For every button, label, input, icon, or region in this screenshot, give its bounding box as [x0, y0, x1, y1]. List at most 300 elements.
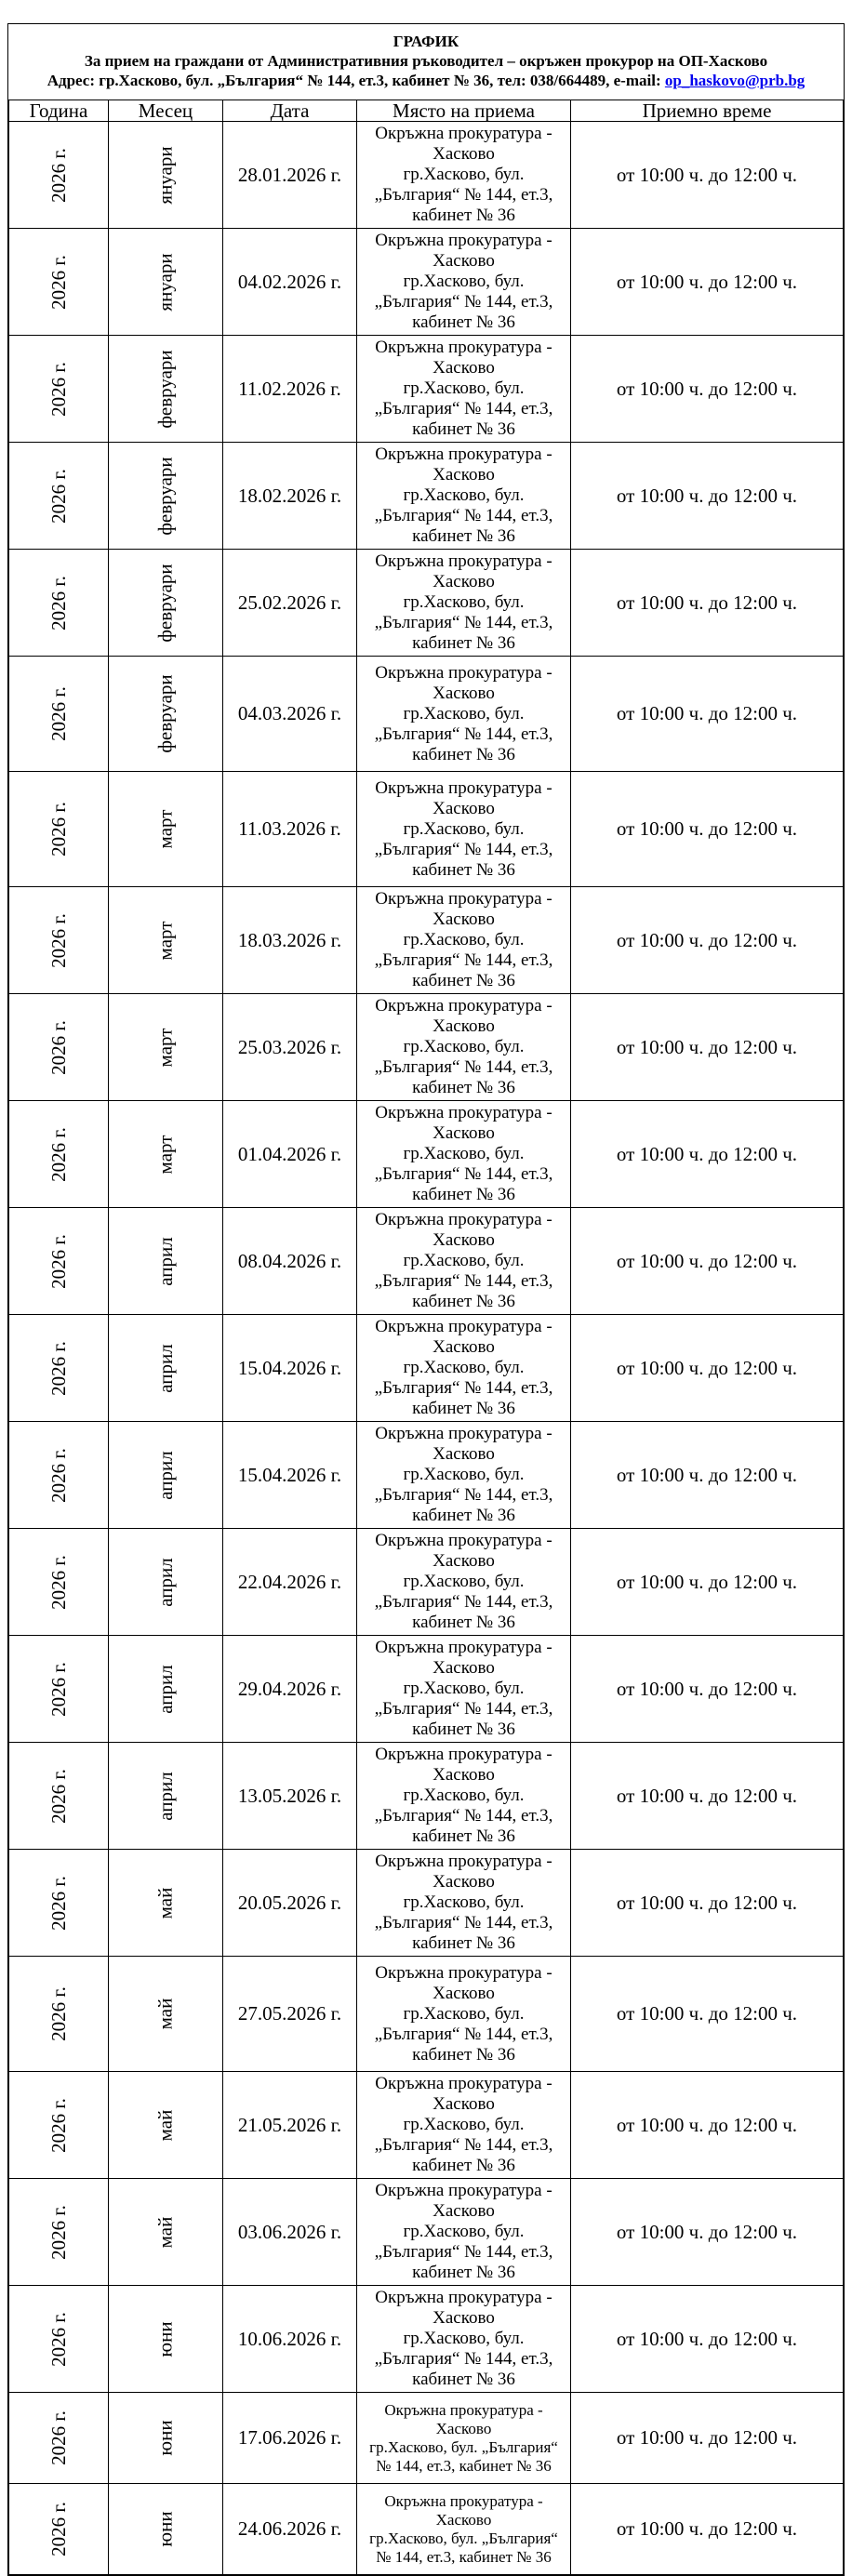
- year-cell: [9, 122, 109, 229]
- year-cell: [9, 2179, 109, 2286]
- email-link[interactable]: op_haskovo@prb.bg: [664, 72, 805, 89]
- month-cell: [109, 1101, 223, 1208]
- place-cell: [357, 994, 571, 1101]
- place-line: Окръжна прокуратура -: [375, 551, 552, 571]
- month-text: май: [153, 2216, 177, 2248]
- date-cell: 28.01.2026 г.: [223, 122, 357, 229]
- place-line: Окръжна прокуратура -: [375, 889, 552, 909]
- year-cell: [9, 2393, 109, 2484]
- month-text: юни: [153, 2320, 177, 2357]
- time-cell: от 10:00 ч. до 12:00 ч.: [571, 336, 844, 443]
- place-line: Хасково: [433, 465, 495, 485]
- month-text: май: [153, 1998, 177, 2030]
- column-header-place: Място на приема: [357, 100, 571, 122]
- place-line: „България“ № 144, ет.3,: [374, 1913, 553, 1932]
- year-cell: [9, 336, 109, 443]
- place-line: „България“ № 144, ет.3,: [374, 399, 553, 418]
- place-line: Хасково: [433, 1123, 495, 1143]
- table-row: [9, 1636, 844, 1743]
- place-line: кабинет № 36: [412, 633, 515, 653]
- year-cell: [9, 2072, 109, 2179]
- place-cell: [357, 550, 571, 657]
- place-line: „България“ № 144, ет.3,: [374, 2349, 553, 2369]
- place-line: Окръжна прокуратура -: [375, 2074, 552, 2093]
- place-line: гр.Хасково, бул. „България“: [369, 2529, 558, 2547]
- table-row: [9, 1422, 844, 1529]
- date-cell: 17.06.2026 г.: [223, 2393, 357, 2484]
- year-cell: [9, 229, 109, 336]
- year-cell: [9, 1315, 109, 1422]
- place-line: „България“ № 144, ет.3,: [374, 1806, 553, 1826]
- year-text: 2026 г.: [47, 1875, 70, 1931]
- time-cell: от 10:00 ч. до 12:00 ч.: [571, 887, 844, 994]
- place-line: „България“ № 144, ет.3,: [374, 1485, 553, 1505]
- place-line: гр.Хасково, бул.: [403, 1144, 525, 1163]
- table-row: [9, 1850, 844, 1957]
- place-line: „България“ № 144, ет.3,: [374, 2024, 553, 2044]
- place-line: кабинет № 36: [412, 1506, 515, 1525]
- place-line: Окръжна прокуратура -: [375, 2181, 552, 2200]
- time-cell: от 10:00 ч. до 12:00 ч.: [571, 1850, 844, 1957]
- place-line: Хасково: [433, 1230, 495, 1250]
- place-line: гр.Хасково, бул. „България“: [369, 2437, 558, 2456]
- place-line: Хасково: [433, 798, 495, 818]
- year-cell: [9, 1529, 109, 1636]
- year-cell: [9, 1636, 109, 1743]
- place-line: Хасково: [433, 2201, 495, 2221]
- place-line: „България“ № 144, ет.3,: [374, 1699, 553, 1719]
- place-line: кабинет № 36: [412, 2156, 515, 2175]
- table-row: [9, 2393, 844, 2484]
- year-text: 2026 г.: [47, 686, 70, 741]
- month-cell: [109, 1208, 223, 1315]
- month-cell: [109, 887, 223, 994]
- place-line: Окръжна прокуратура -: [375, 445, 552, 464]
- place-line: Окръжна прокуратура -: [384, 2491, 543, 2510]
- place-line: кабинет № 36: [412, 859, 515, 880]
- year-cell: [9, 1850, 109, 1957]
- date-cell: 10.06.2026 г.: [223, 2286, 357, 2393]
- place-line: Окръжна прокуратура -: [375, 338, 552, 357]
- date-cell: 08.04.2026 г.: [223, 1208, 357, 1315]
- month-text: март: [153, 921, 177, 960]
- month-cell: [109, 1850, 223, 1957]
- month-text: февруари: [153, 674, 177, 753]
- time-cell: от 10:00 ч. до 12:00 ч.: [571, 2393, 844, 2484]
- place-cell: [357, 443, 571, 550]
- place-line: „България“ № 144, ет.3,: [374, 185, 553, 205]
- place-line: кабинет № 36: [412, 971, 515, 990]
- date-cell: 04.02.2026 г.: [223, 229, 357, 336]
- time-cell: от 10:00 ч. до 12:00 ч.: [571, 2286, 844, 2393]
- date-cell: 24.06.2026 г.: [223, 2484, 357, 2575]
- place-line: гр.Хасково, бул.: [403, 1892, 525, 1912]
- year-text: 2026 г.: [47, 2502, 70, 2556]
- year-text: 2026 г.: [47, 361, 70, 417]
- month-text: април: [153, 1664, 177, 1714]
- place-line: „България“ № 144, ет.3,: [374, 839, 553, 859]
- time-cell: от 10:00 ч. до 12:00 ч.: [571, 1529, 844, 1636]
- place-line: кабинет № 36: [412, 2370, 515, 2389]
- time-cell: от 10:00 ч. до 12:00 ч.: [571, 1743, 844, 1850]
- place-line: Окръжна прокуратура -: [375, 1424, 552, 1443]
- year-text: 2026 г.: [47, 468, 70, 524]
- place-cell: [357, 2393, 571, 2484]
- month-cell: [109, 1315, 223, 1422]
- year-text: 2026 г.: [47, 1986, 70, 2041]
- month-cell: [109, 657, 223, 772]
- place-line: кабинет № 36: [412, 206, 515, 225]
- place-line: кабинет № 36: [412, 2044, 515, 2065]
- place-line: „България“ № 144, ет.3,: [374, 2242, 553, 2262]
- month-text: април: [153, 1557, 177, 1607]
- date-cell: 11.02.2026 г.: [223, 336, 357, 443]
- time-cell: от 10:00 ч. до 12:00 ч.: [571, 550, 844, 657]
- month-text: май: [153, 1887, 177, 1919]
- place-line: Окръжна прокуратура -: [375, 777, 552, 798]
- place-line: „България“ № 144, ет.3,: [374, 950, 553, 970]
- place-line: гр.Хасково, бул.: [403, 592, 525, 612]
- column-header-date: Дата: [223, 100, 357, 122]
- time-cell: от 10:00 ч. до 12:00 ч.: [571, 657, 844, 772]
- place-line: „България“ № 144, ет.3,: [374, 292, 553, 312]
- date-cell: 04.03.2026 г.: [223, 657, 357, 772]
- month-cell: [109, 1422, 223, 1529]
- place-line: Хасково: [433, 2094, 495, 2114]
- schedule-table: [8, 100, 844, 2575]
- place-line: Хасково: [433, 910, 495, 929]
- place-cell: [357, 1101, 571, 1208]
- year-text: 2026 г.: [47, 575, 70, 631]
- time-cell: от 10:00 ч. до 12:00 ч.: [571, 2179, 844, 2286]
- date-cell: 29.04.2026 г.: [223, 1636, 357, 1743]
- month-cell: [109, 229, 223, 336]
- month-text: април: [153, 1236, 177, 1286]
- table-row: [9, 122, 844, 229]
- year-text: 2026 г.: [47, 1447, 70, 1503]
- place-line: кабинет № 36: [412, 1826, 515, 1846]
- month-cell: [109, 122, 223, 229]
- time-cell: от 10:00 ч. до 12:00 ч.: [571, 443, 844, 550]
- place-line: Окръжна прокуратура -: [375, 1745, 552, 1764]
- year-text: 2026 г.: [47, 2410, 70, 2465]
- place-line: Окръжна прокуратура -: [375, 124, 552, 143]
- year-text: 2026 г.: [47, 1768, 70, 1824]
- place-line: гр.Хасково, бул.: [403, 2222, 525, 2241]
- time-cell: от 10:00 ч. до 12:00 ч.: [571, 1957, 844, 2072]
- date-cell: 13.05.2026 г.: [223, 1743, 357, 1850]
- place-line: Окръжна прокуратура -: [384, 2400, 543, 2419]
- address-text: Адрес: гр.Хасково, бул. „България“ № 144, ет.3, кабинет № 36, тел: 038/664489, e-mail:: [47, 72, 661, 89]
- place-line: Окръжна прокуратура -: [375, 1531, 552, 1550]
- time-cell: от 10:00 ч. до 12:00 ч.: [571, 2072, 844, 2179]
- time-cell: от 10:00 ч. до 12:00 ч.: [571, 1422, 844, 1529]
- place-line: гр.Хасково, бул.: [403, 1572, 525, 1591]
- place-line: Хасково: [433, 251, 495, 271]
- table-row: [9, 1743, 844, 1850]
- table-row: [9, 550, 844, 657]
- year-text: 2026 г.: [47, 2204, 70, 2260]
- month-text: юни: [153, 2420, 177, 2456]
- year-cell: [9, 2286, 109, 2393]
- month-cell: [109, 1743, 223, 1850]
- place-line: кабинет № 36: [412, 744, 515, 764]
- month-text: февруари: [153, 456, 177, 536]
- month-cell: [109, 550, 223, 657]
- place-line: кабинет № 36: [412, 1720, 515, 1739]
- place-line: гр.Хасково, бул.: [403, 930, 525, 949]
- table-row: [9, 2179, 844, 2286]
- place-line: Хасково: [433, 1016, 495, 1036]
- table-row: [9, 443, 844, 550]
- place-line: „България“ № 144, ет.3,: [374, 1271, 553, 1291]
- document-subtitle: За прием на граждани от Административния ръководител – окръжен прокурор на ОП-Хасково: [84, 52, 768, 70]
- month-cell: [109, 2484, 223, 2575]
- table-row: [9, 994, 844, 1101]
- month-text: март: [153, 1028, 177, 1067]
- month-text: февруари: [153, 563, 177, 643]
- month-cell: [109, 336, 223, 443]
- place-line: Окръжна прокуратура -: [375, 1962, 552, 1983]
- year-cell: [9, 994, 109, 1101]
- place-line: гр.Хасково, бул.: [403, 818, 525, 839]
- year-text: 2026 г.: [47, 1126, 70, 1182]
- place-line: кабинет № 36: [412, 1399, 515, 1418]
- place-cell: [357, 1850, 571, 1957]
- year-text: 2026 г.: [47, 1233, 70, 1289]
- place-line: Хасково: [433, 2308, 495, 2328]
- place-cell: [357, 772, 571, 887]
- year-cell: [9, 1743, 109, 1850]
- place-line: гр.Хасково, бул.: [403, 2329, 525, 2348]
- date-cell: 21.05.2026 г.: [223, 2072, 357, 2179]
- table-row: [9, 336, 844, 443]
- place-line: „България“ № 144, ет.3,: [374, 1164, 553, 1184]
- place-line: „България“ № 144, ет.3,: [374, 724, 553, 744]
- place-line: гр.Хасково, бул.: [403, 1037, 525, 1056]
- time-cell: от 10:00 ч. до 12:00 ч.: [571, 772, 844, 887]
- month-text: април: [153, 1343, 177, 1393]
- year-cell: [9, 887, 109, 994]
- place-line: Хасково: [435, 2419, 492, 2437]
- date-cell: 18.02.2026 г.: [223, 443, 357, 550]
- place-line: кабинет № 36: [412, 1613, 515, 1632]
- place-line: Хасково: [433, 683, 495, 703]
- date-cell: 20.05.2026 г.: [223, 1850, 357, 1957]
- date-cell: 18.03.2026 г.: [223, 887, 357, 994]
- place-cell: [357, 657, 571, 772]
- year-cell: [9, 1101, 109, 1208]
- month-cell: [109, 1529, 223, 1636]
- table-row: [9, 1529, 844, 1636]
- place-line: Окръжна прокуратура -: [375, 1210, 552, 1229]
- year-cell: [9, 657, 109, 772]
- place-line: „България“ № 144, ет.3,: [374, 613, 553, 632]
- place-cell: [357, 1743, 571, 1850]
- schedule-document: [7, 23, 845, 2576]
- place-line: Окръжна прокуратура -: [375, 1317, 552, 1336]
- table-row: [9, 887, 844, 994]
- place-line: кабинет № 36: [412, 1933, 515, 1953]
- month-text: юни: [153, 2511, 177, 2547]
- place-line: гр.Хасково, бул.: [403, 1679, 525, 1698]
- date-cell: 15.04.2026 г.: [223, 1422, 357, 1529]
- table-row: [9, 1315, 844, 1422]
- time-cell: от 10:00 ч. до 12:00 ч.: [571, 2484, 844, 2575]
- date-cell: 01.04.2026 г.: [223, 1101, 357, 1208]
- month-text: март: [153, 1135, 177, 1174]
- place-line: кабинет № 36: [412, 419, 515, 439]
- place-line: Окръжна прокуратура -: [375, 996, 552, 1016]
- year-cell: [9, 1957, 109, 2072]
- month-text: април: [153, 1771, 177, 1821]
- place-line: гр.Хасково, бул.: [403, 378, 525, 398]
- year-cell: [9, 550, 109, 657]
- place-cell: [357, 336, 571, 443]
- place-line: Окръжна прокуратура -: [375, 1852, 552, 1871]
- place-line: Хасково: [433, 1551, 495, 1571]
- place-line: Окръжна прокуратура -: [375, 231, 552, 250]
- table-row: [9, 2072, 844, 2179]
- month-cell: [109, 994, 223, 1101]
- place-cell: [357, 2286, 571, 2393]
- month-text: май: [153, 2109, 177, 2141]
- place-line: Хасково: [433, 358, 495, 378]
- place-line: гр.Хасково, бул.: [403, 2115, 525, 2134]
- place-line: кабинет № 36: [412, 1292, 515, 1311]
- date-cell: 22.04.2026 г.: [223, 1529, 357, 1636]
- date-cell: 15.04.2026 г.: [223, 1315, 357, 1422]
- place-cell: [357, 229, 571, 336]
- place-cell: [357, 1529, 571, 1636]
- place-cell: [357, 2484, 571, 2575]
- month-text: април: [153, 1450, 177, 1500]
- month-text: февруари: [153, 349, 177, 429]
- time-cell: от 10:00 ч. до 12:00 ч.: [571, 1208, 844, 1315]
- place-cell: [357, 1315, 571, 1422]
- place-line: кабинет № 36: [412, 1185, 515, 1204]
- place-line: гр.Хасково, бул.: [403, 1251, 525, 1270]
- place-line: Окръжна прокуратура -: [375, 1638, 552, 1657]
- place-line: Окръжна прокуратура -: [375, 2288, 552, 2307]
- place-line: „България“ № 144, ет.3,: [374, 1057, 553, 1077]
- year-cell: [9, 2484, 109, 2575]
- contact-line: [8, 71, 844, 90]
- document-header: [8, 24, 844, 100]
- table-row: [9, 1101, 844, 1208]
- place-line: гр.Хасково, бул.: [403, 2003, 525, 2024]
- place-line: гр.Хасково, бул.: [403, 272, 525, 291]
- year-text: 2026 г.: [47, 2097, 70, 2153]
- place-line: Окръжна прокуратура -: [375, 1103, 552, 1122]
- time-cell: от 10:00 ч. до 12:00 ч.: [571, 1101, 844, 1208]
- place-line: Хасково: [433, 572, 495, 591]
- table-body: [9, 122, 844, 2575]
- document-title: ГРАФИК: [393, 33, 459, 50]
- place-line: Хасково: [433, 1872, 495, 1892]
- column-header-time: Приемно време: [571, 100, 844, 122]
- place-line: Хасково: [433, 144, 495, 164]
- month-cell: [109, 772, 223, 887]
- place-line: „България“ № 144, ет.3,: [374, 506, 553, 525]
- time-cell: от 10:00 ч. до 12:00 ч.: [571, 1636, 844, 1743]
- year-cell: [9, 443, 109, 550]
- month-cell: [109, 1957, 223, 2072]
- time-cell: от 10:00 ч. до 12:00 ч.: [571, 1315, 844, 1422]
- place-cell: [357, 2179, 571, 2286]
- year-cell: [9, 1208, 109, 1315]
- place-line: гр.Хасково, бул.: [403, 703, 525, 724]
- date-cell: 25.02.2026 г.: [223, 550, 357, 657]
- place-line: Хасково: [433, 1983, 495, 2003]
- table-row: [9, 229, 844, 336]
- place-line: Окръжна прокуратура -: [375, 662, 552, 683]
- date-cell: 25.03.2026 г.: [223, 994, 357, 1101]
- table-header-row: [9, 100, 844, 122]
- place-line: Хасково: [433, 1658, 495, 1678]
- place-line: кабинет № 36: [412, 2263, 515, 2282]
- year-text: 2026 г.: [47, 802, 70, 856]
- month-cell: [109, 1636, 223, 1743]
- place-line: Хасково: [433, 1444, 495, 1464]
- year-text: 2026 г.: [47, 1019, 70, 1075]
- time-cell: от 10:00 ч. до 12:00 ч.: [571, 122, 844, 229]
- place-line: гр.Хасково, бул.: [403, 1358, 525, 1377]
- year-text: 2026 г.: [47, 1554, 70, 1610]
- year-text: 2026 г.: [47, 254, 70, 310]
- year-text: 2026 г.: [47, 147, 70, 203]
- place-line: Хасково: [435, 2510, 492, 2529]
- place-cell: [357, 122, 571, 229]
- month-cell: [109, 2286, 223, 2393]
- place-cell: [357, 887, 571, 994]
- table-row: [9, 2286, 844, 2393]
- year-text: 2026 г.: [47, 1661, 70, 1717]
- year-cell: [9, 1422, 109, 1529]
- place-cell: [357, 2072, 571, 2179]
- table-row: [9, 1957, 844, 2072]
- place-line: „България“ № 144, ет.3,: [374, 1378, 553, 1398]
- place-line: Хасково: [433, 1337, 495, 1357]
- time-cell: от 10:00 ч. до 12:00 ч.: [571, 229, 844, 336]
- place-line: гр.Хасково, бул.: [403, 485, 525, 505]
- table-row: [9, 657, 844, 772]
- place-cell: [357, 1208, 571, 1315]
- month-cell: [109, 2072, 223, 2179]
- place-cell: [357, 1957, 571, 2072]
- table-row: [9, 772, 844, 887]
- place-line: № 144, ет.3, кабинет № 36: [376, 2456, 552, 2475]
- month-cell: [109, 443, 223, 550]
- column-header-year: Година: [9, 100, 109, 122]
- place-cell: [357, 1636, 571, 1743]
- place-line: кабинет № 36: [412, 312, 515, 332]
- date-cell: 27.05.2026 г.: [223, 1957, 357, 2072]
- year-text: 2026 г.: [47, 912, 70, 968]
- place-cell: [357, 1422, 571, 1529]
- month-text: март: [153, 809, 177, 849]
- date-cell: 11.03.2026 г.: [223, 772, 357, 887]
- table-row: [9, 2484, 844, 2575]
- place-line: „България“ № 144, ет.3,: [374, 1592, 553, 1612]
- month-cell: [109, 2179, 223, 2286]
- month-cell: [109, 2393, 223, 2484]
- month-text: януари: [153, 252, 177, 312]
- date-cell: 03.06.2026 г.: [223, 2179, 357, 2286]
- month-text: януари: [153, 145, 177, 205]
- place-line: гр.Хасково, бул.: [403, 165, 525, 184]
- place-line: гр.Хасково, бул.: [403, 1465, 525, 1484]
